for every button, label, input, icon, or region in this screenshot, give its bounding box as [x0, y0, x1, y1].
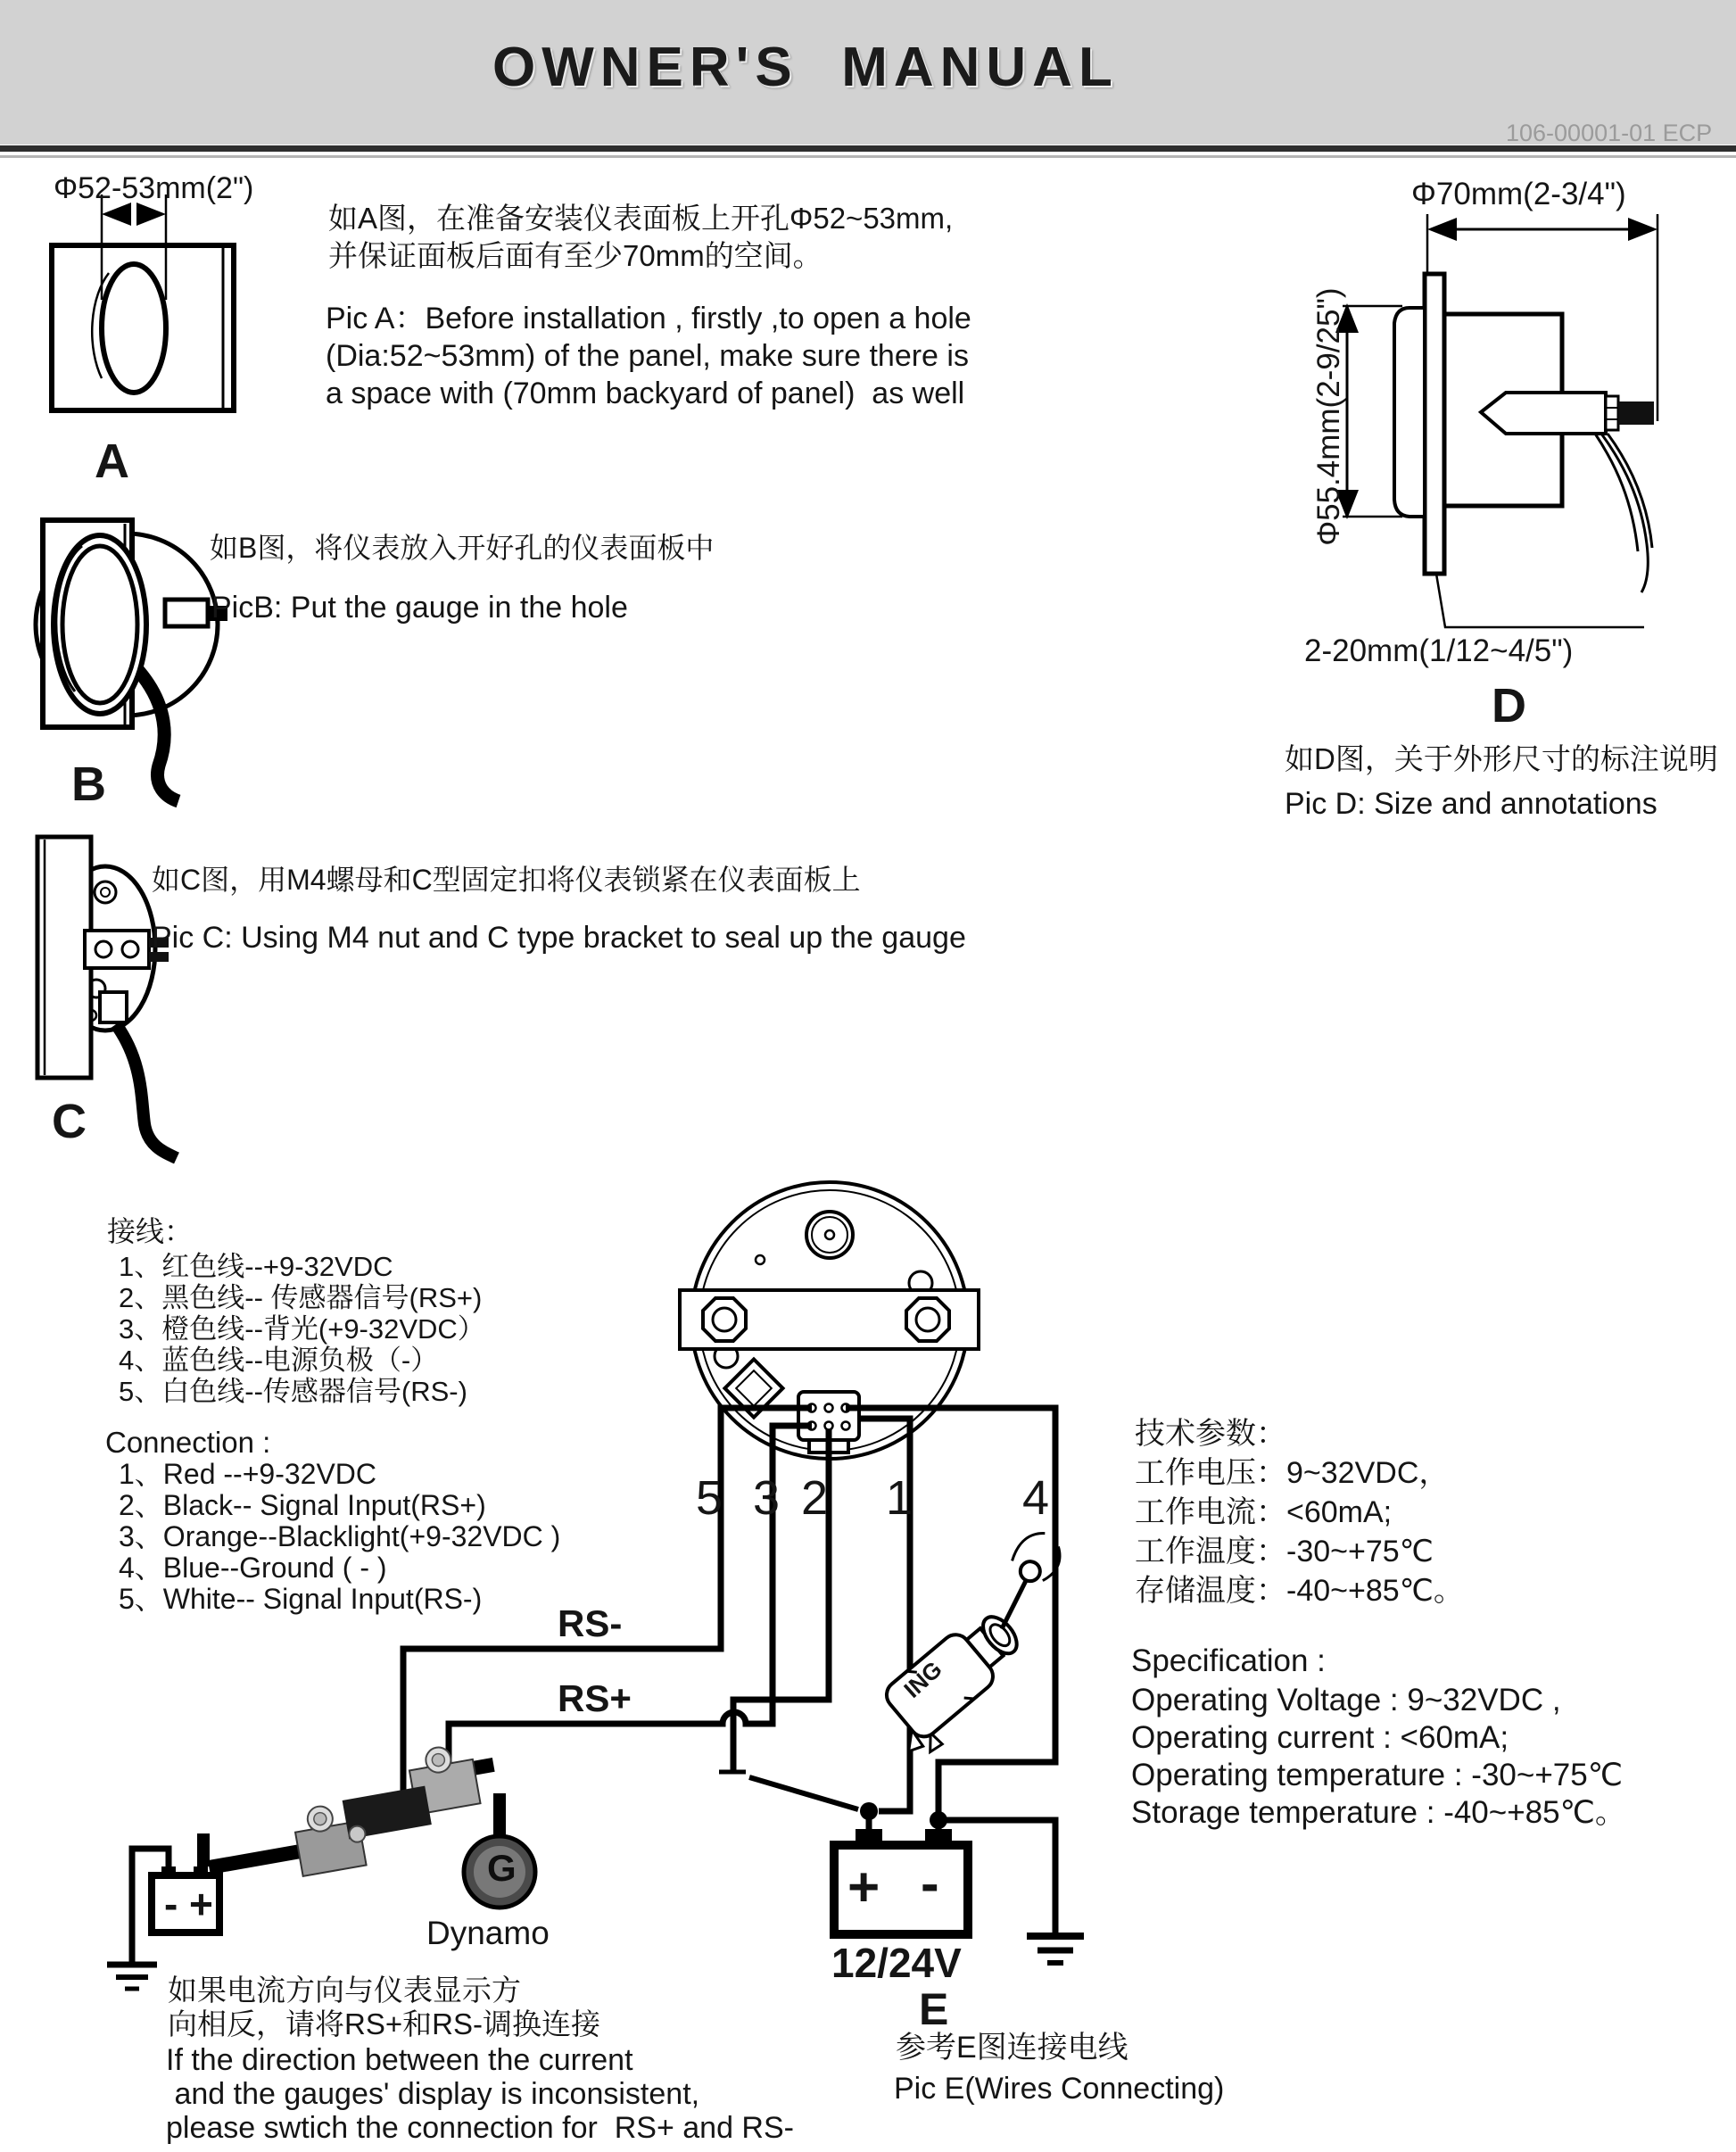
pic-e-cn: 参考E图连接电线	[896, 2031, 1128, 2065]
wiring-cn-item: 2、黑色线-- 传感器信号(RS+)	[119, 1282, 483, 1313]
dim-a: Φ52-53mm(2")	[54, 171, 254, 205]
pic-a-cn-1: 如A图，在准备安装仪表面板上开孔Φ52~53mm,	[328, 202, 954, 235]
wiring-cn-item: 4、蓝色线--电源负极（-）	[119, 1345, 439, 1376]
label-d: D	[1492, 679, 1526, 733]
note-cn-1: 如果电流方向与仪表显示方	[168, 1974, 521, 2007]
gauge-rear-view	[680, 1182, 979, 1459]
pic-a-en-2: (Dia:52~53mm) of the panel, make sure there is	[326, 339, 969, 373]
specs-cn-line: 工作电流：<60mA;	[1135, 1495, 1393, 1529]
diagram-b-gauge-in-hole	[36, 520, 227, 801]
rs-minus-label: RS-	[558, 1602, 623, 1644]
dim-d-top: Φ70mm(2-3/4")	[1411, 177, 1626, 211]
label-b: B	[71, 757, 106, 811]
wire-number-4: 4	[1022, 1471, 1050, 1525]
wire-number-2: 2	[801, 1471, 829, 1525]
pic-b-en: PicB: Put the gauge in the hole	[211, 591, 628, 625]
small-battery-minus: -	[164, 1881, 178, 1927]
pic-a-en-3: a space with (70mm backyard of panel) as well	[326, 377, 965, 410]
pic-d-en: Pic D: Size and annotations	[1285, 787, 1657, 821]
diagram-a-panel-hole	[52, 195, 234, 410]
switch-blade	[749, 1777, 858, 1809]
dim-d-left: Φ55.4mm(2-9/25")	[1310, 287, 1346, 546]
pic-c-cn: 如C图，用M4螺母和C型固定扣将仪表锁紧在仪表面板上	[152, 864, 861, 896]
wiring-en-item: 3、Orange--Blacklight(+9-32VDC )	[119, 1520, 561, 1552]
wire-number-5: 5	[696, 1471, 723, 1525]
pic-d-cn: 如D图，关于外形尺寸的标注说明	[1285, 742, 1718, 775]
pic-c-en: Pic C: Using M4 nut and C type bracket to seal up the gauge	[152, 921, 966, 955]
note-en-2: and the gauges' display is inconsistent,	[166, 2077, 700, 2111]
dynamo-g: G	[487, 1847, 517, 1889]
label-e: E	[919, 1984, 949, 2034]
label-c: C	[52, 1095, 87, 1148]
wiring-en-title: Connection :	[105, 1426, 271, 1459]
doc-number: 106-00001-01 ECP	[1506, 120, 1713, 146]
ignition-switch	[853, 1526, 1108, 1763]
pic-b-cn: 如B图，将仪表放入开好孔的仪表面板中	[210, 532, 715, 564]
wire-number-3: 3	[753, 1471, 781, 1525]
pic-a-cn-2: 并保证面板后面有至少70mm的空间。	[328, 239, 823, 272]
wiring-en-item: 2、Black-- Signal Input(RS+)	[119, 1489, 486, 1521]
wire-number-1: 1	[886, 1471, 913, 1525]
label-a: A	[95, 435, 129, 488]
diagram-d-side-view	[1335, 214, 1657, 627]
pic-a-en-1: Pic A：Before installation , firstly ,to open a hole	[326, 302, 971, 335]
wiring-en-item: 5、White-- Signal Input(RS-)	[119, 1583, 483, 1615]
small-battery-plus: +	[189, 1881, 213, 1927]
specs-en-line: Operating current : <60mA;	[1131, 1720, 1509, 1755]
specs-en-line: Operating temperature : -30~+75℃	[1131, 1758, 1624, 1792]
note-en-3: please swtich the connection for RS+ and RS-	[166, 2111, 794, 2145]
pic-e-en: Pic E(Wires Connecting)	[894, 2072, 1225, 2106]
wiring-cn-item: 3、橙色线--背光(+9-32VDC）	[119, 1313, 485, 1345]
note-en-1: If the direction between the current	[166, 2043, 633, 2077]
rs-plus-label: RS+	[558, 1677, 632, 1719]
specs-en-line: Storage temperature : -40~+85℃。	[1131, 1795, 1626, 1830]
battery-voltage-label: 12/24V	[831, 1940, 962, 1986]
specs-en-title: Specification :	[1131, 1643, 1326, 1678]
specs-cn-line: 存储温度：-40~+85℃。	[1135, 1574, 1464, 1608]
specs-en-line: Operating Voltage : 9~32VDC ,	[1131, 1683, 1561, 1717]
shunt-resistor	[195, 1738, 507, 1891]
wiring-en-item: 1、Red --+9-32VDC	[119, 1458, 377, 1490]
battery-minus: -	[921, 1853, 939, 1915]
battery-plus: +	[847, 1857, 880, 1918]
page-title: OWNER'S MANUAL	[492, 37, 1119, 98]
specs-cn-title: 技术参数：	[1135, 1417, 1286, 1451]
wiring-cn-item: 1、红色线--+9-32VDC	[119, 1251, 393, 1282]
dynamo-label: Dynamo	[426, 1915, 550, 1951]
note-cn-2: 向相反，请将RS+和RS-调换连接	[168, 2007, 600, 2040]
wiring-cn-item: 5、白色线--传感器信号(RS-)	[119, 1376, 467, 1407]
specs-cn-line: 工作电压：9~32VDC，	[1135, 1456, 1450, 1490]
wiring-en-item: 4、Blue--Ground ( - )	[119, 1552, 387, 1584]
specs-cn-line: 工作温度：-30~+75℃	[1135, 1535, 1434, 1568]
wiring-cn-title: 接线：	[107, 1215, 194, 1247]
dim-d-bottom: 2-20mm(1/12~4/5")	[1304, 633, 1574, 668]
ignition-ing-label: ING	[898, 1655, 947, 1703]
